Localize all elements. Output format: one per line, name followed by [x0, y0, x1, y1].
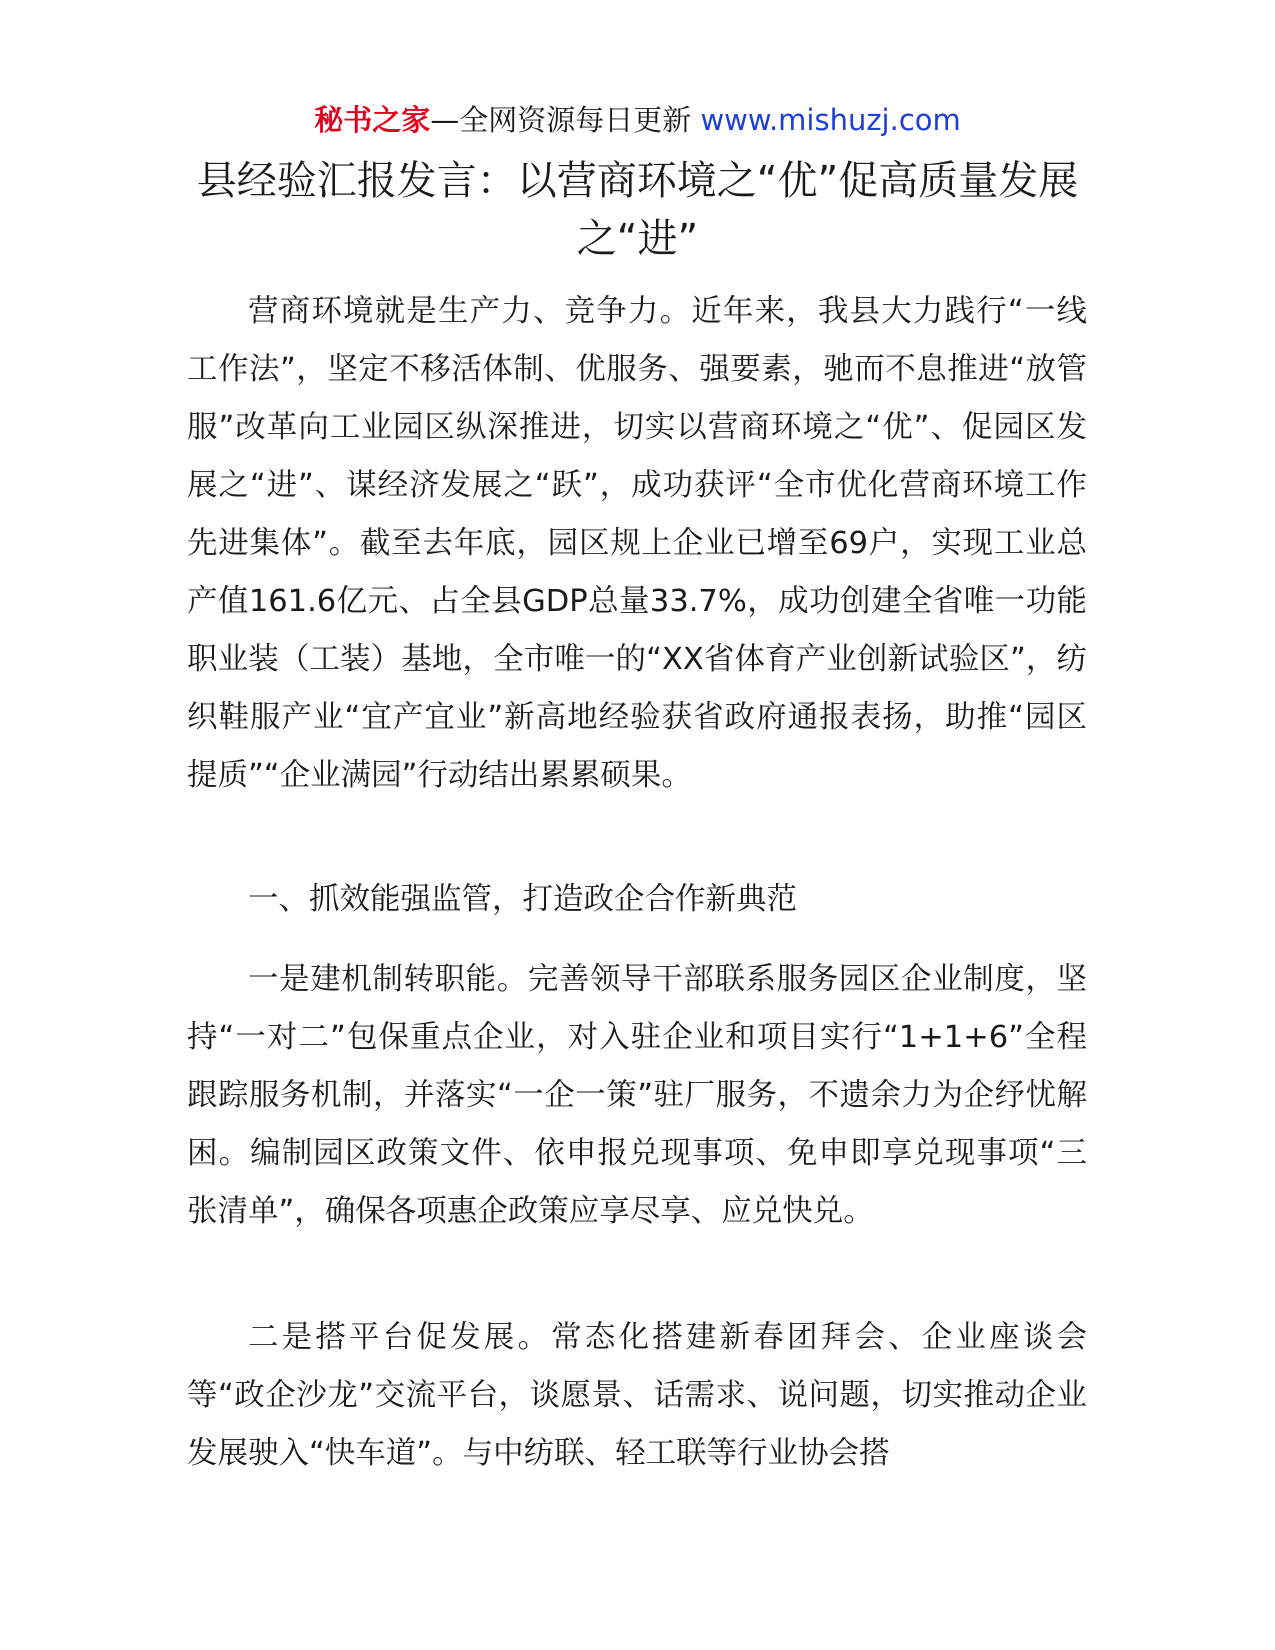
site-header [0, 100, 1275, 140]
body-paragraph-2: 二是搭平台促发展。常态化搭建新春团拜会、企业座谈会等“政企沙龙”交流平台，谈愿景、话需求、说问题，切实推动企业发展驶入“快车道”。与中纺联、轻工联等行业协会搭 [187, 1320, 1087, 1471]
intro-paragraph: 营商环境就是生产力、竞争力。近年来，我县大力践行“一线工作法”，坚定不移活体制、优服务、强要素，驰而不息推进“放管服”改革向工业园区纵深推进，切实以营商环境之“优”、促园区发展之“进”、谋经济发展之“跃”，成功获评“全市优化营商环境工作先进集体”。截至去年底，园区规上企业已增至69户，实现工业总产值161.6亿元、占全县GDP总量33.7%，成功创建全省唯一功能职业装（工装）基地，全市唯一的“XX省体育产业创新试验区”，纺织鞋服产业“宜产宜业”新高地经验获省政府通报表扬，助推“园区提质”“企业满园”行动结出累累硕果。 [187, 294, 1087, 793]
body-paragraph-1: 一是建机制转职能。完善领导干部联系服务园区企业制度，坚持“一对二”包保重点企业，对入驻企业和项目实行“1+1+6”全程跟踪服务机制，并落实“一企一策”驻厂服务，不遗余力为企纾忧解困。编制园区政策文件、依申报兑现事项、免申即享兑现事项“三张清单”，确保各项惠企政策应享尽享、应兑快兑。 [187, 962, 1087, 1229]
document-title: 县经验汇报发言：以营商环境之“优”促高质量发展之“进” [196, 158, 1079, 262]
site-url-link[interactable]: www.mishuzj.com [700, 103, 961, 137]
section-heading-1: 一、抓效能强监管，打造政企合作新典范 [248, 882, 797, 917]
site-brand: 秘书之家 [314, 103, 431, 137]
site-tagline: —全网资源每日更新 [430, 103, 701, 137]
